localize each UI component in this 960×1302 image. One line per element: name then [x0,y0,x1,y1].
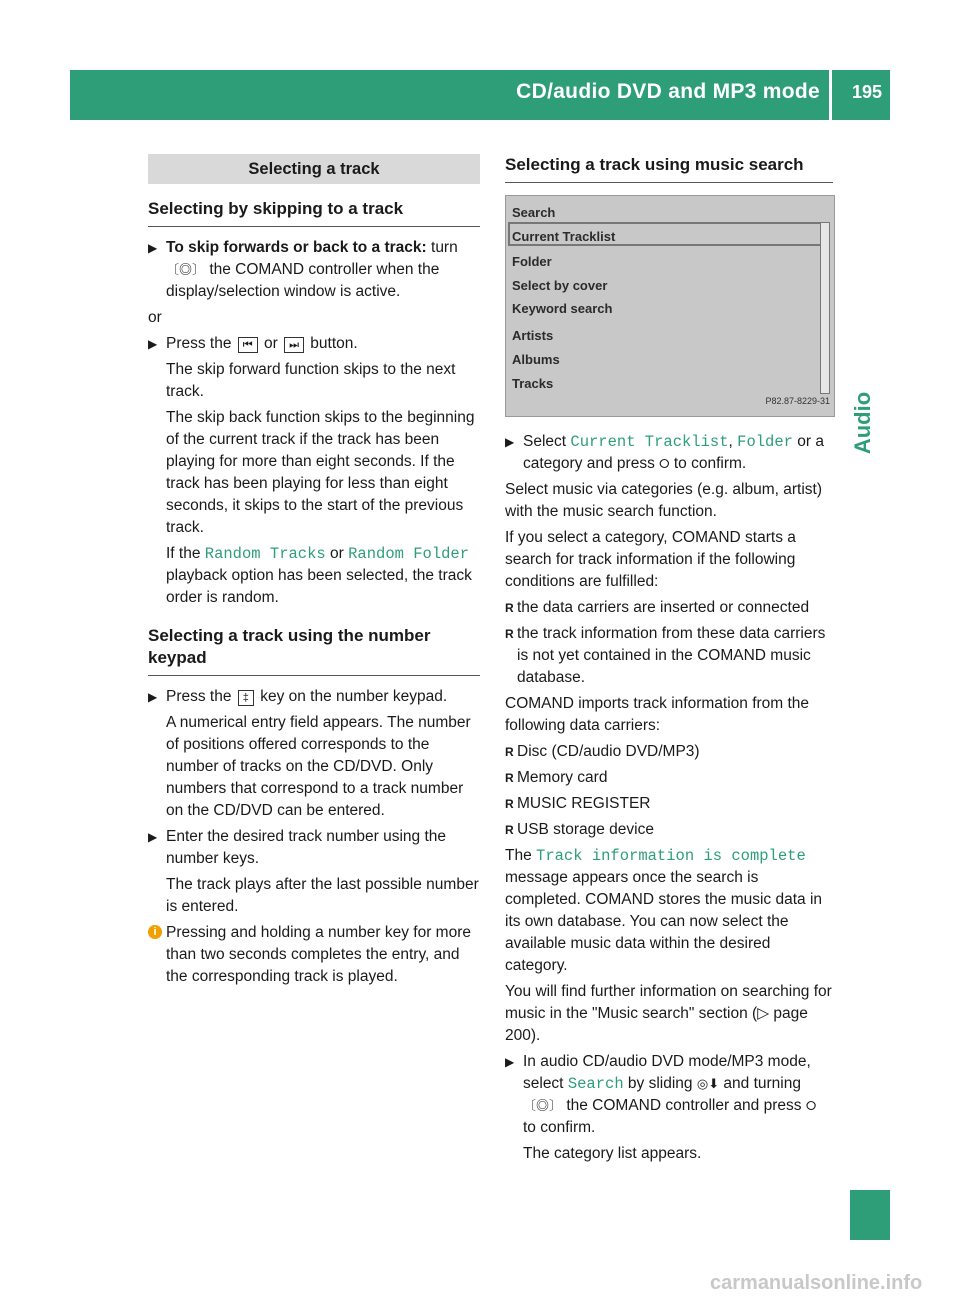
section-title: Selecting a track [148,154,480,184]
watermark: carmanualsonline.info [710,1272,923,1294]
current-tracklist-option: Current Tracklist [570,433,729,451]
search-para-4 [505,845,833,977]
skip-step-2 [148,333,480,355]
skip-step-2-text-b: button. [306,335,358,352]
skip-para-3 [166,543,480,609]
carrier-2: R Memory card [505,767,833,789]
or-text: or [148,309,162,326]
skip-para-3-or: or [325,545,349,562]
screen-item-select-by-cover[interactable]: Select by cover [512,278,608,293]
screen-figure-code: P82.87-8229-31 [765,396,830,406]
search-step-1-b: or a category and press [523,433,824,472]
side-tab-label: Audio [850,391,876,455]
search-step-1 [505,431,833,475]
screen-title: Search [512,205,556,220]
search-step-2-c: and turning [719,1075,801,1092]
search-para-3: COMAND imports track information from the following data carriers: [505,695,810,734]
right-column [505,154,833,1169]
skip-step-1-bold: To skip forwards or back to a track: [166,239,427,256]
search-para-4-b: message appears once the search is completed. COMAND stores the music data in its own database. You can now select the available music data within the desired category. [505,869,823,974]
skip-step-1-text-b: the COMAND controller when the display/selection window is active. [166,261,440,300]
side-marker [850,1190,890,1240]
random-folder-option: Random Folder [348,545,470,563]
track-info-complete-message: Track information is complete [536,847,806,865]
search-step-2-b: by sliding [623,1075,697,1092]
carrier-3: R MUSIC REGISTER [505,793,833,815]
search-option: Search [567,1075,624,1093]
keypad-step-2: ▶ Enter the desired track number using the number keys. [148,826,480,870]
search-para-end: The category list appears. [523,1145,702,1162]
search-para-1: Select music via categories (e.g. album, artist) with the music search function. [505,481,823,520]
search-step-2-e: to confirm. [523,1119,596,1136]
screen-item-folder[interactable]: Folder [512,254,552,269]
heading-skip: Selecting by skipping to a track [148,198,480,227]
controller-slide-icon: ◎⬇ [696,1076,720,1091]
search-para-2: If you select a category, COMAND starts a search for track information if the following conditions are fulfilled: [505,529,796,590]
page-header-title: CD/audio DVD and MP3 mode [516,80,820,103]
hash-key-icon: ‡ [238,690,254,706]
skip-step-1 [148,237,480,303]
header-bar [70,70,890,120]
screen-item-albums[interactable]: Albums [512,352,560,367]
skip-step-2-or: or [259,335,283,352]
screen-item-current-tracklist[interactable]: Current Tracklist [512,229,616,244]
controller-turn-icon: 〔◎〕 [166,262,206,277]
screen-item-artists[interactable]: Artists [512,328,554,343]
controller-press-icon-2: ⭘ [805,1098,817,1113]
info-text: Pressing and holding a number key for more than two seconds completes the entry, and the corresponding track is played. [166,924,471,985]
search-step-1-c: to confirm. [669,455,747,472]
search-step-2-d: the COMAND controller and press [562,1097,806,1114]
screen-item-tracks[interactable]: Tracks [512,376,554,391]
skip-back-icon: ⏮ [238,337,258,353]
condition-2: R the track information from these data carriers is not yet contained in the COMAND music database. [505,623,833,689]
keypad-para-1: A numerical entry field appears. The number of positions offered corresponds to the number of tracks on the CD/DVD. Only numbers that correspond to a track number on the CD/DVD can be entered. [166,714,471,819]
controller-turn-icon-2: 〔◎〕 [523,1098,563,1113]
controller-press-icon: ⭘ [659,456,670,471]
info-note [148,922,480,988]
keypad-step-1-a: Press the [166,688,236,705]
skip-para-3-a: If the [166,545,205,562]
side-tab [850,370,890,480]
search-step-2 [505,1051,833,1139]
skip-para-1: The skip forward function skips to the next track. [166,361,456,400]
keypad-step-1 [148,686,480,708]
skip-step-1-text-a: turn [426,239,458,256]
skip-step-2-text-a: Press the [166,335,236,352]
random-tracks-option: Random Tracks [204,545,326,563]
carrier-1: R Disc (CD/audio DVD/MP3) [505,741,833,763]
heading-keypad: Selecting a track using the number keypad [148,625,480,676]
header-divider [829,70,832,120]
skip-forward-icon: ⏭ [284,337,304,353]
search-step-2-a: In audio CD/audio DVD mode/MP3 mode, select [523,1053,811,1092]
keypad-step-1-b: key on the number keypad. [255,688,448,705]
search-step-1-a: Select [523,433,571,450]
skip-para-3-b: playback option has been selected, the track order is random. [166,567,472,606]
skip-para-2: The skip back function skips to the beginning of the current track if the track has been playing for more than eight seconds. If the track has been playing for less than eight seconds, it skips to the start of the previous track. [166,409,475,536]
search-para-5: You will find further information on searching for music in the "Music search" section (▷ page 200). [505,983,832,1044]
screen-scrollbar[interactable] [820,222,830,394]
keypad-para-2: The track plays after the last possible number is entered. [166,876,479,915]
search-screen [505,195,835,417]
carrier-4: R USB storage device [505,819,833,841]
info-icon: i [148,925,162,939]
condition-1: R the data carriers are inserted or connected [505,597,833,619]
left-column [148,154,480,992]
screen-item-keyword-search[interactable]: Keyword search [512,301,613,316]
page-number: 195 [851,82,882,102]
heading-search: Selecting a track using music search [505,154,833,183]
search-step-1-comma: , [728,433,738,450]
search-para-4-a: The [505,847,537,864]
folder-option: Folder [737,433,793,451]
